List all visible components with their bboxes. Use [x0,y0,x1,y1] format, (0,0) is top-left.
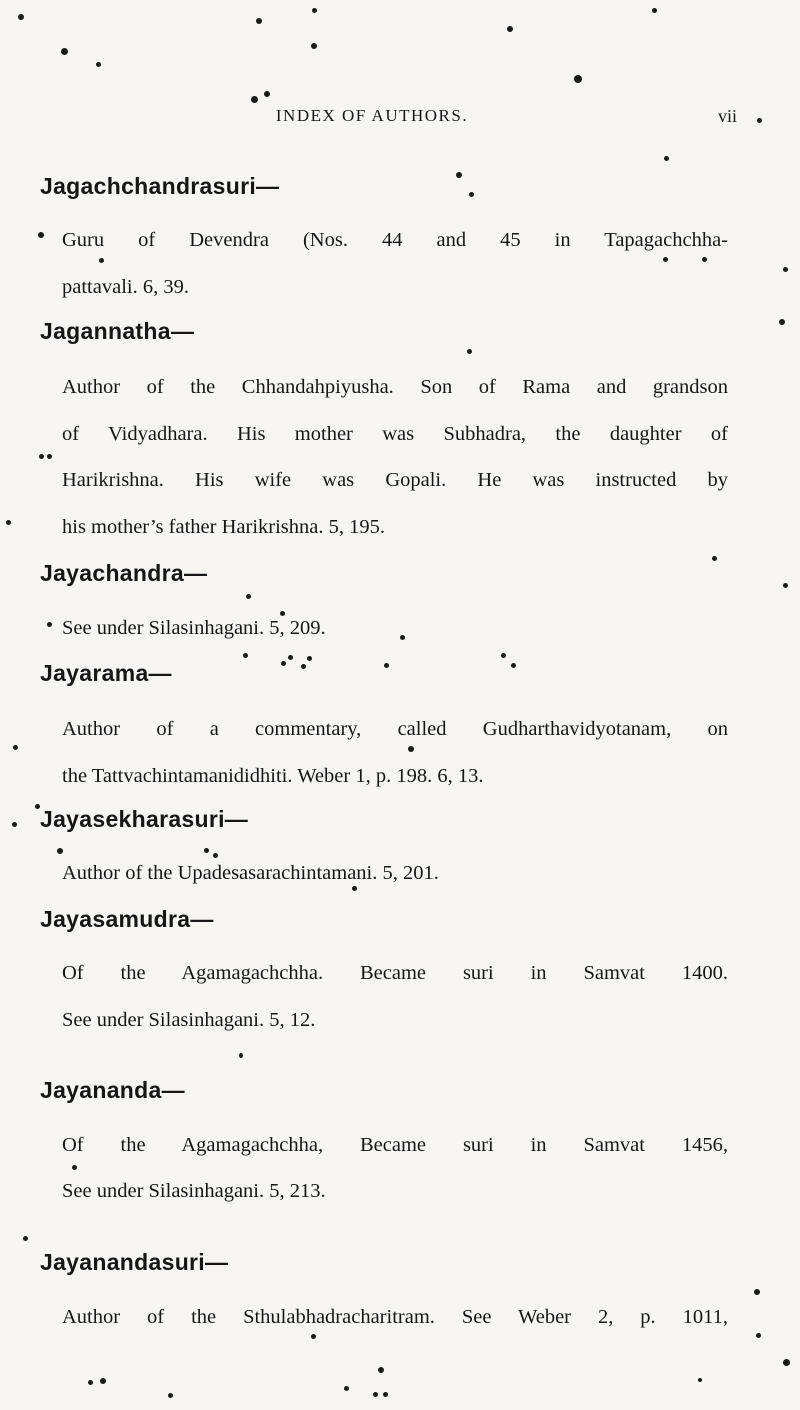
ink-speck [280,611,285,616]
ink-speck [652,8,657,13]
ink-speck [373,1392,378,1397]
ink-speck [39,454,44,459]
ink-speck [384,663,389,668]
ink-speck [18,14,24,20]
entry-heading: Jayachandra— [40,560,208,586]
entry-line: See under Silasinhagani. 5, 12. [62,1009,316,1031]
ink-speck [383,1392,388,1397]
ink-speck [13,745,18,750]
ink-speck [281,661,286,666]
ink-speck [754,1289,760,1295]
ink-speck [501,653,506,658]
entry-line: his mother’s father Harikrishna. 5, 195. [62,516,385,538]
entry-line: Author of the Sthulabhadracharitram. See Weber 2, p. 1011, [62,1306,728,1328]
entry-line: Of the Agamagachchha. Became suri in Samvat 1400. [62,962,728,984]
ink-speck [243,653,248,658]
entry-line: Guru of Devendra (Nos. 44 and 45 in Tapagachchha- [62,229,728,251]
ink-speck [756,1333,761,1338]
ink-speck [400,635,405,640]
ink-speck [378,1367,384,1373]
ink-speck [702,257,707,262]
ink-speck [256,18,262,24]
ink-speck [664,156,669,161]
entry-line: See under Silasinhagani. 5, 213. [62,1180,326,1202]
entry-line: Author of the Upadesasarachintamani. 5, 201. [62,862,439,884]
entry-heading: Jayasekharasuri— [40,806,249,832]
entry-heading: Jayanandasuri— [40,1249,229,1275]
entry-heading: Jagannatha— [40,318,195,344]
ink-speck [47,622,52,627]
ink-speck [456,172,462,178]
ink-speck [783,267,788,272]
ink-speck [352,886,357,891]
page-number: vii [717,106,737,126]
ink-speck [663,257,668,262]
ink-speck [168,1393,173,1398]
ink-speck [246,594,251,599]
ink-speck [35,804,40,809]
ink-speck [12,822,17,827]
ink-speck [57,848,63,854]
ink-speck [61,48,68,55]
ink-speck [38,232,44,238]
ink-speck [301,664,306,669]
entry-line: Author of a commentary, called Gudharthavidyotanam, on [62,718,728,740]
ink-speck [408,746,414,752]
ink-speck [783,1359,790,1366]
entry-line: Harikrishna. His wife was Gopali. He was instructed by [62,469,728,491]
ink-speck [239,1053,243,1058]
ink-speck [213,853,218,858]
ink-speck [99,258,104,263]
ink-speck [307,656,312,661]
ink-speck [469,192,474,197]
entry-line: Of the Agamagachchha, Became suri in Samvat 1456, [62,1134,728,1156]
ink-speck [311,43,317,49]
ink-speck [251,96,258,103]
entry-heading: Jayasamudra— [40,906,214,932]
ink-speck [6,520,11,525]
header-title: INDEX OF AUTHORS. [275,106,469,125]
ink-speck [574,75,582,83]
entry-heading: Jayananda— [40,1077,185,1103]
ink-speck [467,349,472,354]
entry-line: the Tattvachintamanididhiti. Weber 1, p. 198. 6, 13. [62,765,484,787]
ink-speck [698,1378,702,1382]
ink-speck [264,91,270,97]
entry-heading: Jayarama— [40,660,172,686]
ink-speck [783,583,788,588]
ink-speck [100,1378,106,1384]
ink-speck [344,1386,349,1391]
ink-speck [311,1334,316,1339]
entry-line: of Vidyadhara. His mother was Subhadra, the daughter of [62,423,728,445]
ink-speck [88,1380,93,1385]
entry-line: See under Silasinhagani. 5, 209. [62,617,326,639]
ink-speck [96,62,101,67]
running-header [0,106,800,136]
ink-speck [23,1236,28,1241]
ink-speck [312,8,317,13]
ink-speck [779,319,785,325]
ink-speck [204,848,209,853]
ink-speck [757,118,762,123]
entry-line: Author of the Chhandahpiyusha. Son of Rama and grandson [62,376,728,398]
ink-speck [511,663,516,668]
ink-speck [507,26,513,32]
ink-speck [47,454,52,459]
ink-speck [288,655,293,660]
entry-heading: Jagachchandrasuri— [40,173,280,199]
ink-speck [712,556,717,561]
entry-line: pattavali. 6, 39. [62,276,189,298]
ink-speck [72,1165,77,1170]
